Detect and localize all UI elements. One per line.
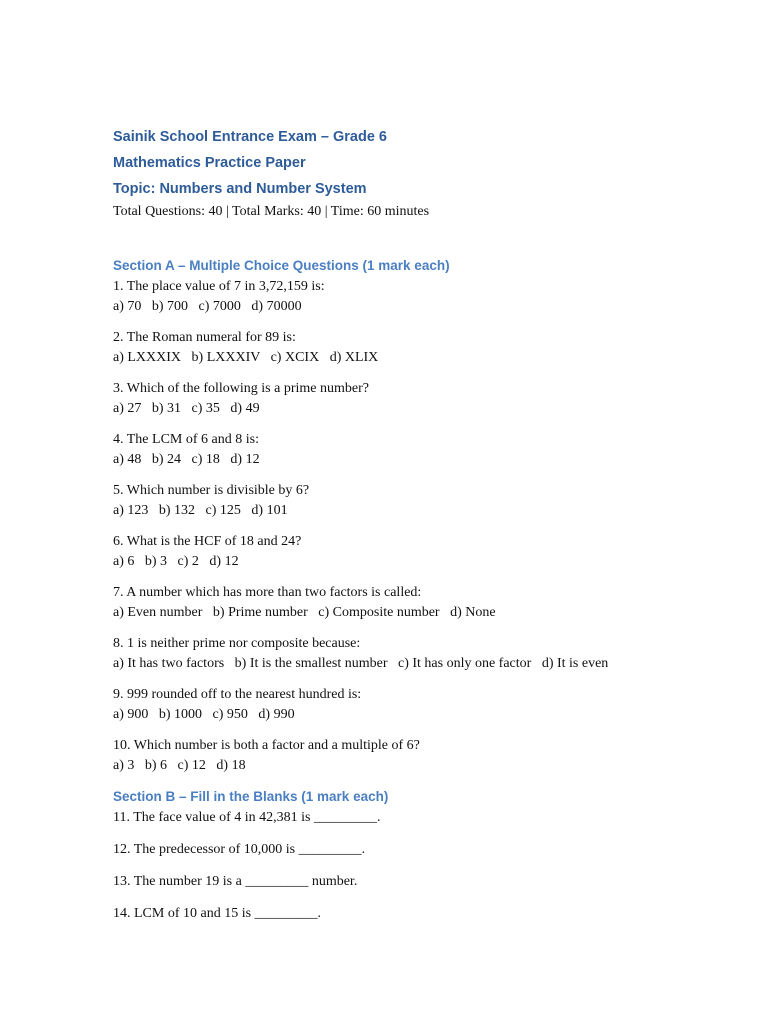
paper-topic: Topic: Numbers and Number System xyxy=(113,181,367,197)
question-8 xyxy=(113,634,733,674)
question-12 xyxy=(113,840,733,860)
question-11 xyxy=(113,808,733,828)
question-13 xyxy=(113,872,733,892)
question-options: a) 6 b) 3 c) 2 d) 12 xyxy=(113,554,239,569)
question-text: 2. The Roman numeral for 89 is: xyxy=(113,330,296,345)
question-text: 12. The predecessor of 10,000 is _________. xyxy=(113,842,366,857)
paper-header xyxy=(113,124,733,222)
question-5 xyxy=(113,481,733,521)
question-7 xyxy=(113,583,733,623)
question-2 xyxy=(113,328,733,368)
question-6 xyxy=(113,532,733,572)
question-text: 5. Which number is divisible by 6? xyxy=(113,483,310,498)
exam-title: Sainik School Entrance Exam – Grade 6 xyxy=(113,129,387,145)
section-a-heading: Section A – Multiple Choice Questions (1 mark each) xyxy=(113,258,450,273)
question-1 xyxy=(113,277,733,317)
question-options: a) 70 b) 700 c) 7000 d) 70000 xyxy=(113,299,302,314)
question-text: 3. Which of the following is a prime number? xyxy=(113,381,369,396)
section-b-heading: Section B – Fill in the Blanks (1 mark each) xyxy=(113,789,389,804)
question-text: 10. Which number is both a factor and a multiple of 6? xyxy=(113,738,420,753)
section-b xyxy=(113,786,733,924)
question-options: a) 48 b) 24 c) 18 d) 12 xyxy=(113,452,260,467)
question-text: 8. 1 is neither prime nor composite because: xyxy=(113,636,361,651)
question-text: 1. The place value of 7 in 3,72,159 is: xyxy=(113,279,325,294)
question-options: a) 123 b) 132 c) 125 d) 101 xyxy=(113,503,288,518)
question-options: a) LXXXIX b) LXXXIV c) XCIX d) XLIX xyxy=(113,350,379,365)
question-options: a) 3 b) 6 c) 12 d) 18 xyxy=(113,758,246,773)
question-text: 14. LCM of 10 and 15 is _________. xyxy=(113,906,322,921)
question-text: 6. What is the HCF of 18 and 24? xyxy=(113,534,302,549)
question-text: 11. The face value of 4 in 42,381 is _________. xyxy=(113,810,381,825)
question-4 xyxy=(113,430,733,470)
question-text: 4. The LCM of 6 and 8 is: xyxy=(113,432,259,447)
question-options: a) 27 b) 31 c) 35 d) 49 xyxy=(113,401,260,416)
question-3 xyxy=(113,379,733,419)
question-10 xyxy=(113,736,733,776)
question-options: a) It has two factors b) It is the smallest number c) It has only one factor d) It is even xyxy=(113,656,609,671)
question-text: 13. The number 19 is a _________ number. xyxy=(113,874,358,889)
question-9 xyxy=(113,685,733,725)
paper-meta: Total Questions: 40 | Total Marks: 40 | Time: 60 minutes xyxy=(113,204,430,219)
paper-subtitle: Mathematics Practice Paper xyxy=(113,155,306,171)
question-text: 9. 999 rounded off to the nearest hundred is: xyxy=(113,687,362,702)
question-14 xyxy=(113,904,733,924)
section-a xyxy=(113,255,733,776)
question-options: a) 900 b) 1000 c) 950 d) 990 xyxy=(113,707,295,722)
question-text: 7. A number which has more than two factors is called: xyxy=(113,585,422,600)
question-options: a) Even number b) Prime number c) Composite number d) None xyxy=(113,605,496,620)
exam-paper xyxy=(113,124,733,936)
